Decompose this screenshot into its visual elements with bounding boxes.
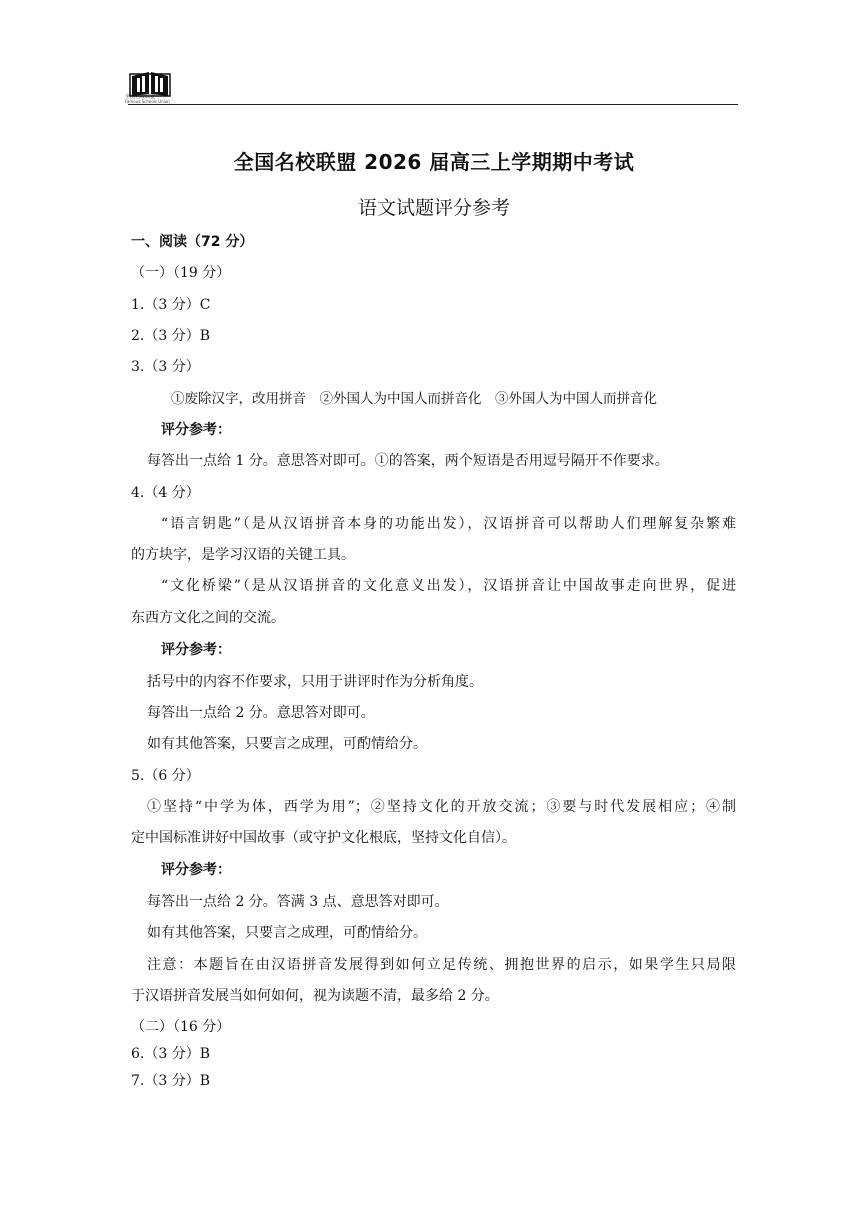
answer-q5: 5.（6 分） (131, 768, 200, 784)
q4-answer-line: 东西方文化之间的交流。 (131, 610, 285, 626)
q3-answer-text: ①废除汉字，改用拼音 ②外国人为中国人而拼音化 ③外国人为中国人而拼音化 (171, 391, 657, 407)
scoring-text: 括号中的内容不作要求，只用于讲评时作为分析角度。 (147, 674, 483, 690)
q4-answer-line: “语言钥匙”（是从汉语拼音本身的功能出发），汉语拼音可以帮助人们理解复杂繁难 (161, 516, 736, 532)
note-text: 注意：本题旨在由汉语拼音发展得到如何立足传统、拥抱世界的启示，如果学生只局限 (147, 957, 736, 973)
scoring-text: 每答出一点给 2 分。意思答对即可。 (147, 705, 375, 721)
page-title: 全国名校联盟 2026 届高三上学期期中考试 (233, 150, 635, 174)
part-heading: （二）（16 分） (131, 1019, 231, 1035)
answer-q4: 4.（4 分） (131, 485, 200, 501)
scoring-text: 如有其他答案，只要言之成理，可酌情给分。 (147, 925, 427, 941)
scoring-label: 评分参考： (161, 862, 231, 878)
note-text: 于汉语拼音发展当如何如何，视为读题不清，最多给 2 分。 (131, 988, 499, 1004)
answer-q3: 3.（3 分） (131, 359, 200, 375)
logo-caption: 全国名校联盟 (125, 94, 156, 100)
scoring-text: 如有其他答案，只要言之成理，可酌情给分。 (147, 736, 427, 752)
answer-q7: 7.（3 分）B (131, 1073, 211, 1089)
page-subtitle: 语文试题评分参考 (357, 197, 510, 219)
q5-answer-line: ①坚持“中学为体，西学为用”；②坚持文化的开放交流；③要与时代发展相应；④制 (147, 799, 736, 815)
part-heading: （一）（19 分） (131, 265, 231, 281)
answer-q1: 1.（3 分）C (131, 297, 211, 313)
q5-answer-line: 定中国标准讲好中国故事（或守护文化根底，坚持文化自信）。 (131, 830, 516, 846)
q4-answer-line: “文化桥梁”（是从汉语拼音的文化意义出发），汉语拼音让中国故事走向世界，促进 (161, 578, 736, 594)
header-rule (128, 104, 738, 105)
answer-q6: 6.（3 分）B (131, 1046, 211, 1062)
q4-answer-line: 的方块字，是学习汉语的关键工具。 (131, 547, 355, 563)
scoring-label: 评分参考： (161, 642, 231, 658)
scoring-text: 每答出一点给 1 分。意思答对即可。①的答案，两个短语是否用逗号隔开不作要求。 (147, 453, 669, 469)
section-heading: 一、阅读（72 分） (131, 234, 254, 250)
scoring-text: 每答出一点给 2 分。答满 3 点、意思答对即可。 (147, 894, 449, 910)
answer-q2: 2.（3 分）B (131, 328, 211, 344)
scoring-label: 评分参考： (161, 422, 231, 438)
logo-caption-en: Famous Schools Union (125, 99, 170, 104)
